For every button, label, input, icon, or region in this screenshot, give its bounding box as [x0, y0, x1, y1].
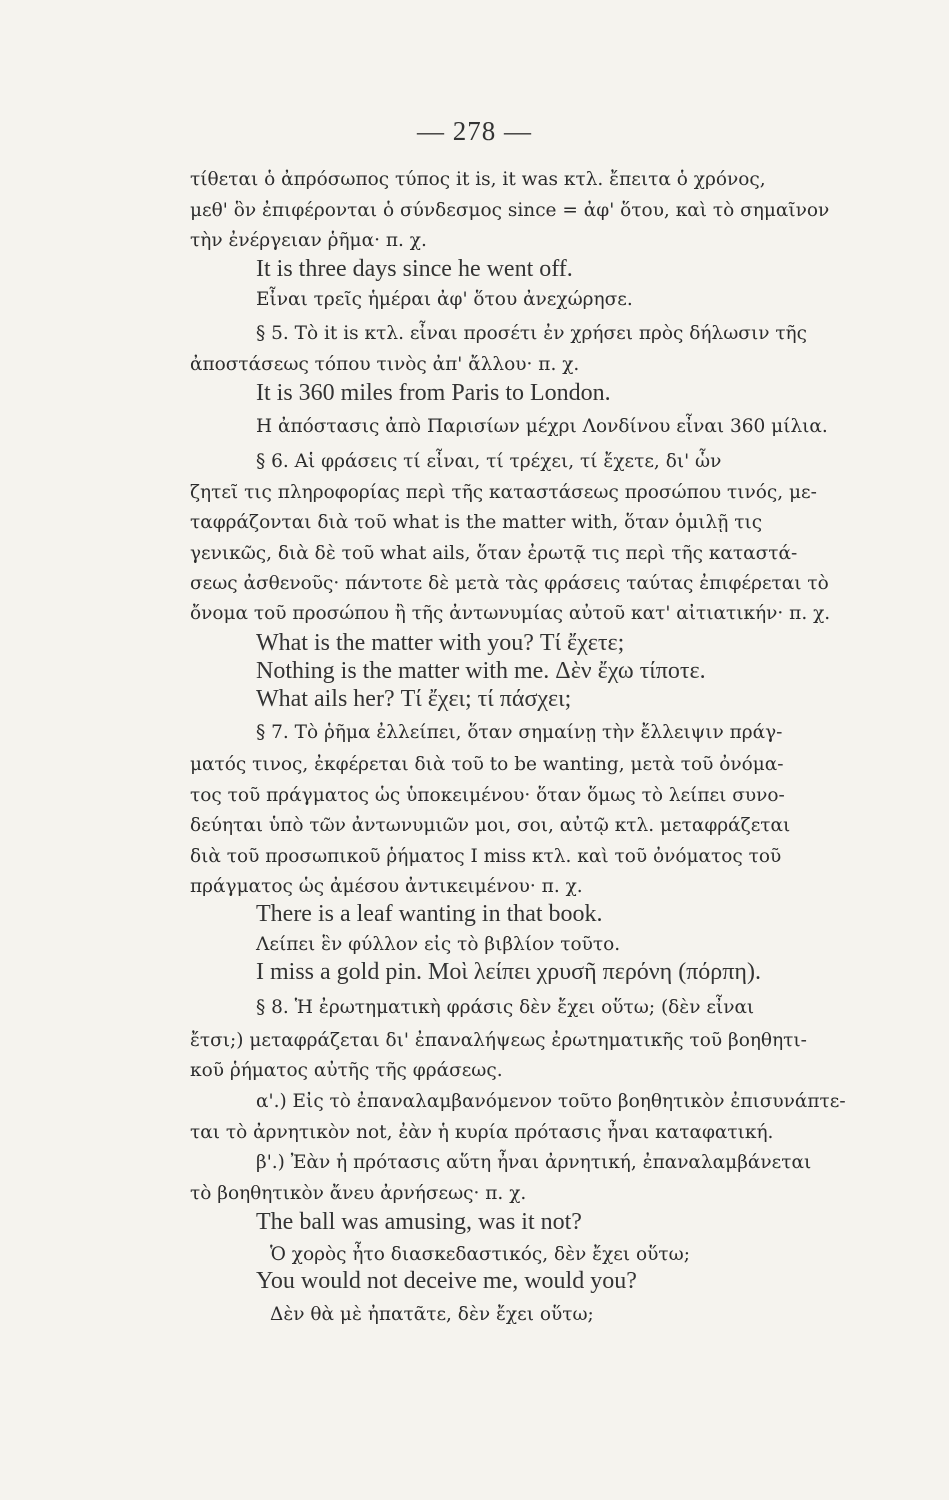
example-english: What ails her? Τί ἔχει; τί πάσχει; [256, 686, 572, 712]
text-line: σεως ἀσθενοῦς· πάντοτε δὲ μετὰ τὰς φράσεις ταύτας ἐπιφέρεται τὸ [190, 573, 829, 594]
text-line: μεθ' ὃν ἐπιφέρονται ὁ σύνδεσμος since = ἀφ' ὅτου, καὶ τὸ σημαῖνον [190, 200, 830, 221]
example-greek: Η ἀπόστασις ἀπὸ Παρισίων μέχρι Λονδίνου εἶναι 360 μίλια. [256, 416, 828, 437]
text-line: τὸ βοηθητικὸν ἄνευ ἀρνήσεως· π. χ. [190, 1183, 527, 1204]
page-number: — 278 — [417, 116, 532, 146]
text-line: γενικῶς, διὰ δὲ τοῦ what ails, ὅταν ἐρωτᾷ τις περὶ τῆς καταστά- [190, 543, 798, 564]
text-line: ὄνομα τοῦ προσώπου ἢ τῆς ἀντωνυμίας αὐτοῦ κατ' αἰτιατικήν· π. χ. [190, 603, 831, 624]
example-greek: Ὁ χορὸς ἦτο διασκεδαστικός, δὲν ἔχει οὕτω; [270, 1244, 690, 1265]
text-line: ταφράζονται διὰ τοῦ what is the matter with, ὅταν ὁμιλῇ τις [190, 512, 763, 533]
text-line: ἀποστάσεως τόπου τινὸς ἀπ' ἄλλου· π. χ. [190, 354, 580, 375]
text-line: β'.) Ἐὰν ἡ πρότασις αὕτη ἦναι ἀρνητική, ἐπαναλαμβάνεται [256, 1152, 812, 1173]
text-line: ματός τινος, ἐκφέρεται διὰ τοῦ to be wanting, μετὰ τοῦ ὀνόμα- [190, 754, 784, 775]
text-line: διὰ τοῦ προσωπικοῦ ῥήματος I miss κτλ. καὶ τοῦ ὀνόματος τοῦ [190, 846, 782, 867]
example-english: The ball was amusing, was it not? [256, 1209, 582, 1235]
example-english: It is three days since he went off. [256, 256, 573, 282]
section-heading: § 8. Ἡ ἐρωτηματικὴ φράσις δὲν ἔχει οὕτω; (δὲν εἶναι [256, 997, 755, 1018]
section-heading: § 7. Τὸ ῥῆμα ἐλλείπει, ὅταν σημαίνῃ τὴν ἔλλειψιν πράγ- [256, 722, 783, 743]
text-line: πράγματος ὡς ἀμέσου ἀντικειμένου· π. χ. [190, 876, 583, 897]
text-line: ζητεῖ τις πληροφορίας περὶ τῆς καταστάσεως προσώπου τινός, με- [190, 482, 817, 503]
example-greek: Δὲν θὰ μὲ ἠπατᾶτε, δὲν ἔχει οὕτω; [270, 1304, 594, 1325]
example-english: You would not deceive me, would you? [256, 1268, 637, 1294]
example-greek: Λείπει ἓν φύλλον εἰς τὸ βιβλίον τοῦτο. [256, 934, 621, 955]
text-line: τίθεται ὁ ἀπρόσωπος τύπος it is, it was κτλ. ἔπειτα ὁ χρόνος, [190, 169, 766, 190]
text-line: α'.) Εἰς τὸ ἐπαναλαμβανόμενον τοῦτο βοηθητικὸν ἐπισυνάπτε- [256, 1091, 846, 1112]
example-english: There is a leaf wanting in that book. [256, 901, 603, 927]
example-english: I miss a gold pin. Μοὶ λείπει χρυσῆ περόνη (πόρπη). [256, 959, 761, 985]
text-line: δεύηται ὑπὸ τῶν ἀντωνυμιῶν μοι, σοι, αὐτῷ κτλ. μεταφράζεται [190, 815, 791, 836]
section-heading: § 5. Τὸ it is κτλ. εἶναι προσέτι ἐν χρήσει πρὸς δήλωσιν τῆς [256, 323, 807, 344]
example-english: What is the matter with you? Τί ἔχετε; [256, 630, 625, 656]
text-line: τὴν ἐνέργειαν ῥῆμα· π. χ. [190, 230, 427, 251]
section-heading: § 6. Αἱ φράσεις τί εἶναι, τί τρέχει, τί ἔχετε, δι' ὧν [256, 451, 722, 472]
text-line: τος τοῦ πράγματος ὡς ὑποκειμένου· ὅταν ὅμως τὸ λείπει συνο- [190, 785, 785, 806]
text-line: ἔτσι;) μεταφράζεται δι' ἐπαναλήψεως ἐρωτηματικῆς τοῦ βοηθητι- [190, 1030, 807, 1051]
text-line: κοῦ ῥήματος αὐτῆς τῆς φράσεως. [190, 1060, 503, 1081]
text-line: ται τὸ ἀρνητικὸν not, ἐὰν ἡ κυρία πρότασις ἦναι καταφατική. [190, 1122, 774, 1143]
example-greek: Εἶναι τρεῖς ἡμέραι ἀφ' ὅτου ἀνεχώρησε. [256, 289, 633, 310]
example-english: Nothing is the matter with me. Δὲν ἔχω τίποτε. [256, 658, 706, 684]
example-english: It is 360 miles from Paris to London. [256, 380, 611, 406]
